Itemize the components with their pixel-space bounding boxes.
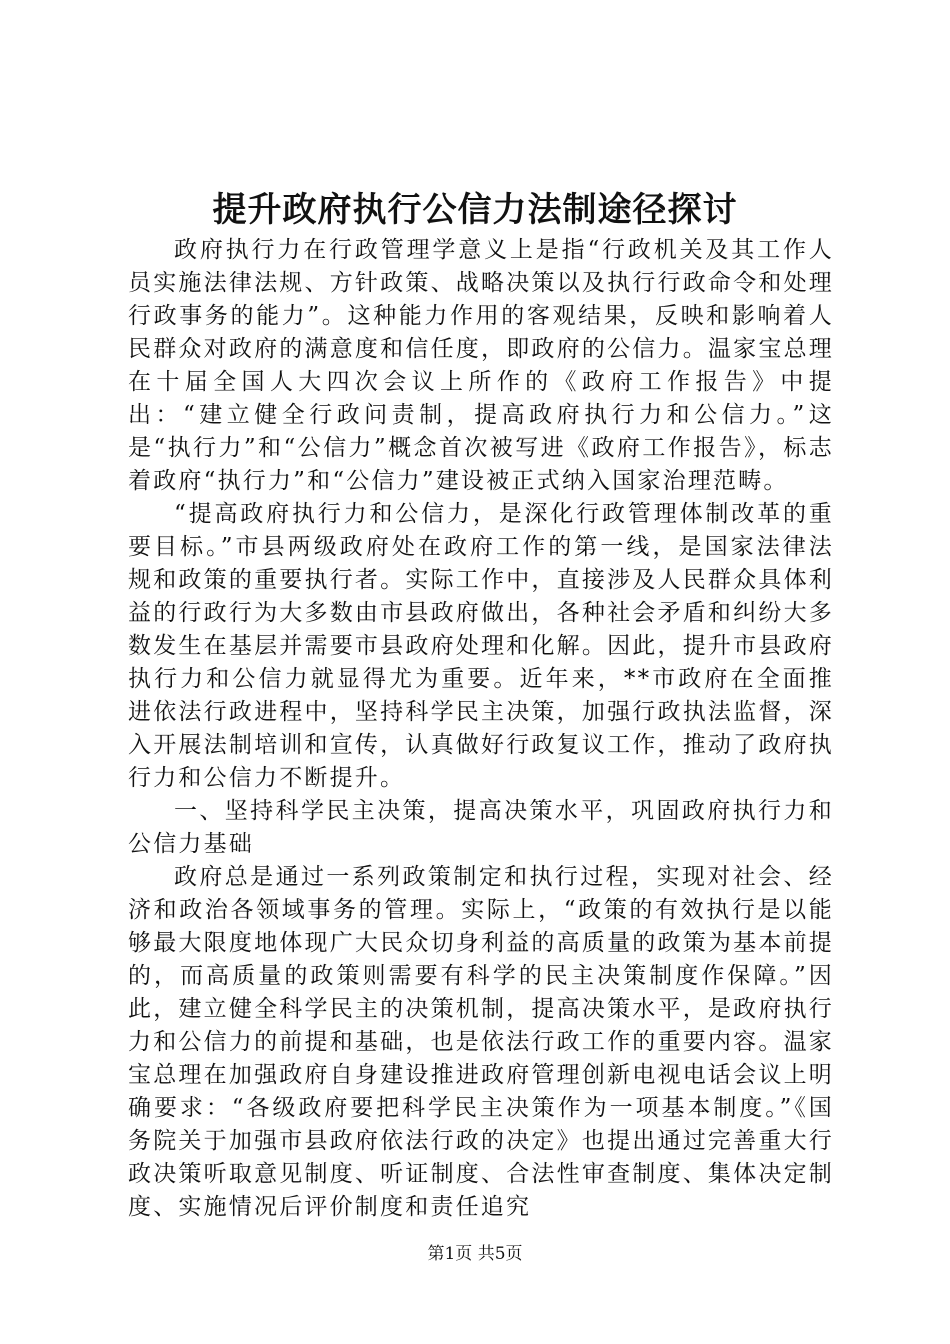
paragraph-3: 政府总是通过一系列政策制定和执行过程，实现对社会、经济和政治各领域事务的管理。实际上，“政策的有效执行是以能够最大限度地体现广大民众切身利益的高质量的政策为基本前提的，而高质量的政策则需要有科学的民主决策制度作保障。”因此，建立健全科学民主的决策机制，提高决策水平，是政府执行力和公信力的前提和基础，也是依法行政工作的重要内容。温家宝总理在加强政府自身建设推进政府管理创新电视电话会议上明确要求：“各级政府要把科学民主决策作为一项基本制度。”《国务院关于加强市县政府依法行政的决定》也提出通过完善重大行政决策听取意见制度、听证制度、合法性审查制度、集体决定制度、实施情况后评价制度和责任追究 — [128, 864, 834, 1220]
section-heading-1: 一、坚持科学民主决策，提高决策水平，巩固政府执行力和公信力基础 — [128, 798, 834, 857]
document-title: 提升政府执行公信力法制途径探讨 — [212, 190, 738, 230]
document-body — [128, 234, 834, 1224]
paragraph-2: “提高政府执行力和公信力，是深化行政管理体制改革的重要目标。”市县两级政府处在政府工作的第一线，是国家法律法规和政策的重要执行者。实际工作中，直接涉及人民群众具体利益的行政行为大多数由市县政府做出，各种社会矛盾和纠纷大多数发生在基层并需要市县政府处理和化解。因此，提升市县政府执行力和公信力就显得尤为重要。近年来，**市政府在全面推进依法行政进程中，坚持科学民主决策，加强行政执法监督，深入开展法制培训和宣传，认真做好行政复议工作，推动了政府执行力和公信力不断提升。 — [128, 501, 834, 791]
paragraph-1: 政府执行力在行政管理学意义上是指“行政机关及其工作人员实施法律法规、方针政策、战略决策以及执行行政命令和处理行政事务的能力”。这种能力作用的客观结果，反映和影响着人民群众对政府的满意度和信任度，即政府的公信力。温家宝总理在十届全国人大四次会议上所作的《政府工作报告》中提出：“建立健全行政问责制，提高政府执行力和公信力。”这是“执行力”和“公信力”概念首次被写进《政府工作报告》，标志着政府“执行力”和“公信力”建设被正式纳入国家治理范畴。 — [128, 237, 834, 494]
page-number-footer: 第1页 共5页 — [427, 1244, 523, 1264]
